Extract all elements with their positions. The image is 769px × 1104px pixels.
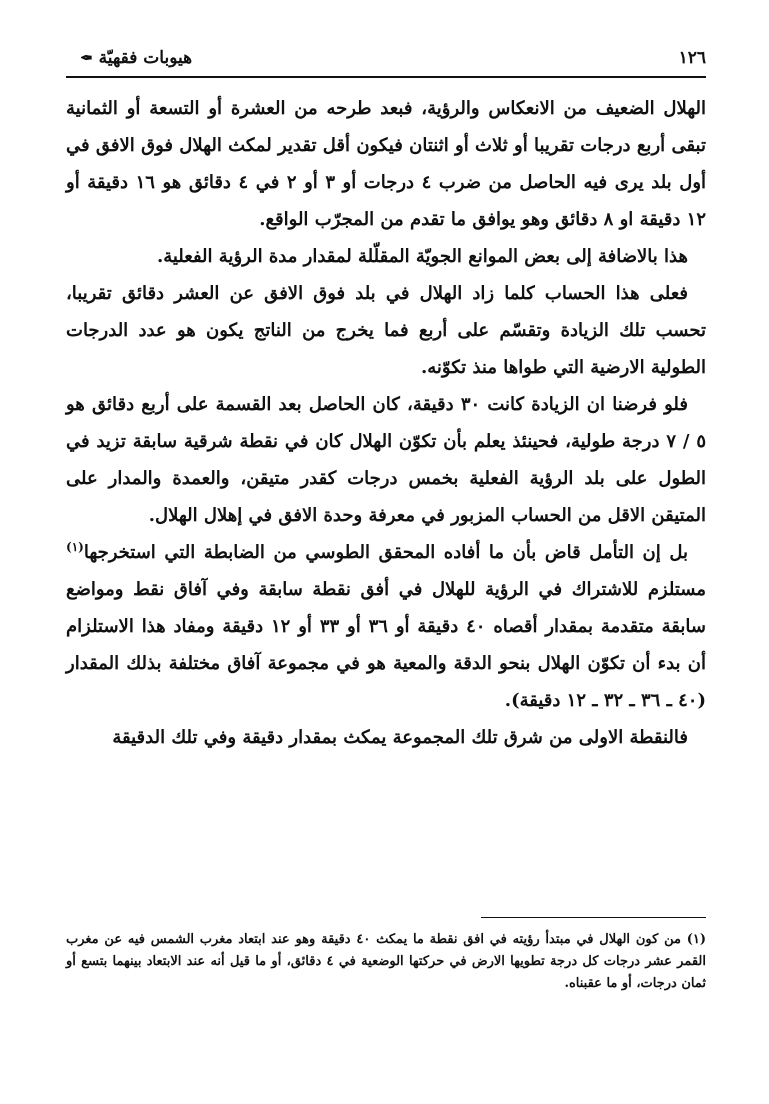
paragraph-1: الهلال الضعيف من الانعكاس والرؤية، فبعد طرحه من العشرة أو التسعة أو الثمانية تبقى أربع درجات تقريبا أو ثلاث أو اثنتان فيكون أقل تقدير لمكث الهلال فوق الافق في أول بلد يرى فيه الحاصل من ضرب ٤ درجات أو ٣ أو ٢ في ٤ دقائق هو ١٦ دقيقة أو ١٢ دقيقة او ٨ دقائق وهو يوافق ما تقدم من المجرّب الواقع. bbox=[66, 98, 707, 230]
book-page bbox=[66, 44, 706, 1064]
body-text bbox=[66, 90, 706, 756]
pen-nib-icon: ✒ bbox=[80, 49, 93, 67]
page-number: ١٢٦ bbox=[678, 48, 706, 68]
footnote-1: (١) من كون الهلال في مبتدأ رؤيته في افق نقطة ما يمكث ٤٠ دقيقة وهو عند ابتعاد مغرب الشمس فيه عن مغرب القمر عشر درجات كل درجة تطويها الارض في حركتها الوضعية في ٤ دقائق، أو ما قيل أنه عند الابتعاد بينهما بتسع أو ثمان درجات، أو ما عقبناه. bbox=[66, 932, 706, 991]
footnote-rule bbox=[481, 917, 706, 918]
running-title bbox=[80, 48, 192, 68]
running-title-text: هيوبات فقهيّة bbox=[98, 48, 193, 68]
paragraph-4: فلو فرضنا ان الزيادة كانت ٣٠ دقيقة، كان الحاصل بعد القسمة على أربع دقائق هو ٥ / ٧ درجة طولية، فحينئذ يعلم بأن تكوّن الهلال كان في نقطة شرقية سابقة تزيد في الطول على بلد الرؤية الفعلية بخمس درجات كقدر متيقن، والعمدة والمدار على المتيقن الاقل من الحساب المزبور في معرفة وحدة الافق في إهلال الهلال. bbox=[66, 394, 706, 526]
paragraph-5-text-after: مستلزم للاشتراك في الرؤية للهلال في أفق نقطة سابقة وفي آفاق نقط ومواضع سابقة متقدمة بمقدار أقصاه ٤٠ دقيقة أو ٣٦ أو ٣٣ أو ١٢ دقيقة ومفاد هذا الاستلزام أن بدء أن تكوّن الهلال بنحو الدقة والمعية هو في مجموعة آفاق مختلفة بذلك المقدار (٤٠ ـ ٣٦ ـ ٣٢ ـ ١٢ دقيقة). bbox=[66, 579, 706, 711]
footnotes bbox=[66, 929, 706, 995]
paragraph-6: فالنقطة الاولى من شرق تلك المجموعة يمكث بمقدار دقيقة وفي تلك الدقيقة bbox=[112, 727, 688, 748]
paragraph-5 bbox=[66, 534, 706, 719]
paragraph-3: فعلى هذا الحساب كلما زاد الهلال في بلد فوق الافق عن العشر دقائق تقريبا، تحسب تلك الزيادة وتقسّم على أربع فما يخرج من الناتج يكون هو عدد الدرجات الطولية الارضية التي طواها منذ تكوّنه. bbox=[66, 283, 706, 378]
paragraph-5-text-before: بل إن التأمل قاض بأن ما أفاده المحقق الطوسي من الضابطة التي استخرجها bbox=[83, 542, 688, 563]
paragraph-2: هذا بالاضافة إلى بعض الموانع الجويّة المقلّلة لمقدار مدة الرؤية الفعلية. bbox=[156, 246, 688, 267]
page-header bbox=[66, 44, 706, 74]
footnote-reference[interactable]: (١) bbox=[66, 540, 84, 554]
header-rule bbox=[66, 76, 706, 78]
